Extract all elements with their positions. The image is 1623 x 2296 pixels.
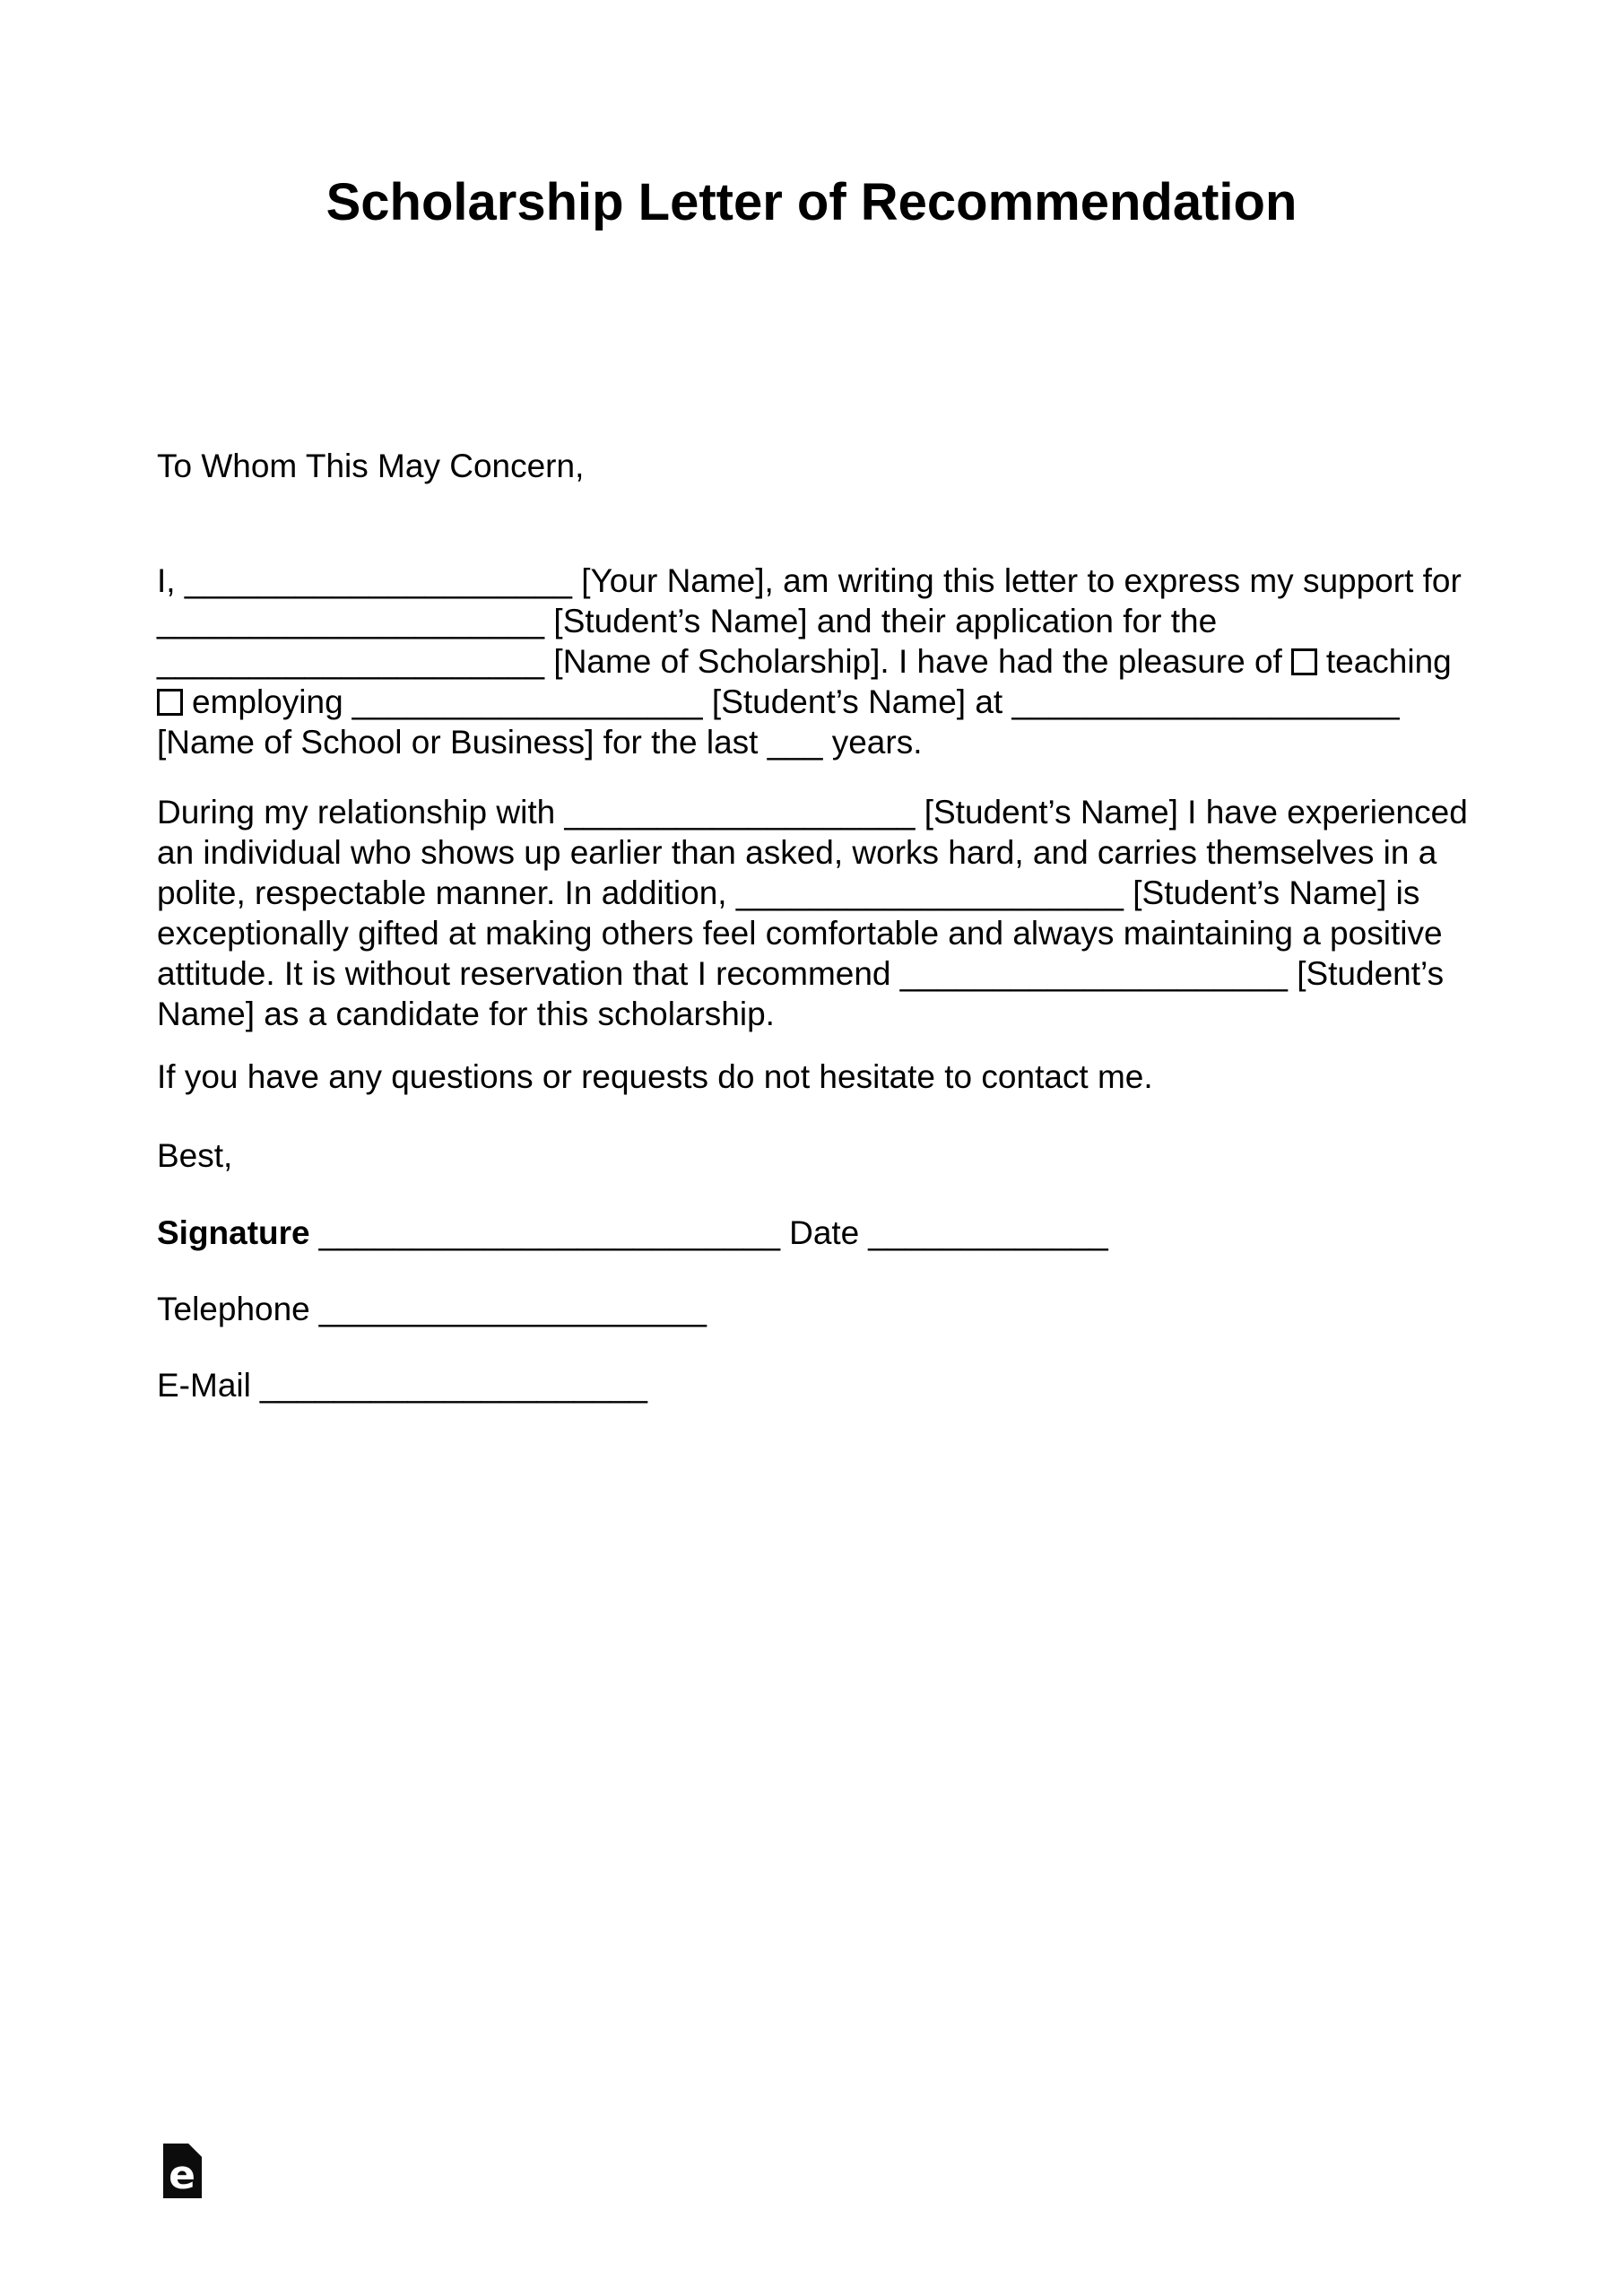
teaching-checkbox-icon[interactable] [1291,648,1317,675]
p2-line-1: During my relationship with ___________________ [Student’s Name] I have experienced [157,794,1468,831]
p1-line-3 [157,641,1466,682]
closing-line: Best, [157,1137,233,1174]
date-label: Date [789,1214,860,1251]
p1-line-2: _____________________ [Student’s Name] and their application for the [157,603,1218,639]
employing-checkbox-label: employing [192,683,343,720]
telephone-blank-line[interactable]: _____________________ [318,1291,707,1327]
p1-line-1: I, _____________________ [Your Name], am writing this letter to express my support for [157,562,1462,599]
paragraph-1 [157,561,1466,762]
p2-line-3: polite, respectable manner. In addition, _____________________ [Student’s Name] is [157,874,1420,911]
p2-line-6: Name] as a candidate for this scholarship. [157,996,775,1032]
page-title: Scholarship Letter of Recommendation [325,173,1298,231]
signature-blank-line[interactable]: _________________________ [318,1214,781,1251]
p1-line-3-text: _____________________ [Name of Scholarship]. I have had the pleasure of [157,643,1282,680]
email-blank-line[interactable]: _____________________ [259,1367,647,1404]
p1-line-4-text: ___________________ [Student’s Name] at _____________________ [352,683,1400,720]
telephone-label: Telephone [157,1291,310,1327]
eforms-logo-icon [163,2144,202,2198]
telephone-row [157,1289,1466,1329]
p1-line-5: [Name of School or Business] for the last ___ years. [157,724,923,761]
contact-line: If you have any questions or requests do not hesitate to contact me. [157,1058,1153,1095]
p2-line-2: an individual who shows up earlier than asked, works hard, and carries themselves in a [157,834,1437,871]
email-row [157,1365,1466,1405]
p2-line-5: attitude. It is without reservation that I recommend _____________________ [Student’s [157,955,1445,992]
teaching-checkbox-label: teaching [1325,643,1452,680]
date-blank-line[interactable]: _____________ [868,1214,1108,1251]
employing-checkbox-icon[interactable] [157,689,183,716]
greeting-line: To Whom This May Concern, [157,448,585,484]
signature-label: Signature [157,1214,310,1251]
p1-line-4 [157,682,1466,722]
signature-row [157,1213,1466,1253]
email-label: E-Mail [157,1367,251,1404]
eforms-logo-letter: e [169,2152,195,2198]
p2-line-4: exceptionally gifted at making others feel comfortable and always maintaining a positive [157,915,1443,952]
paragraph-2 [157,792,1466,1034]
